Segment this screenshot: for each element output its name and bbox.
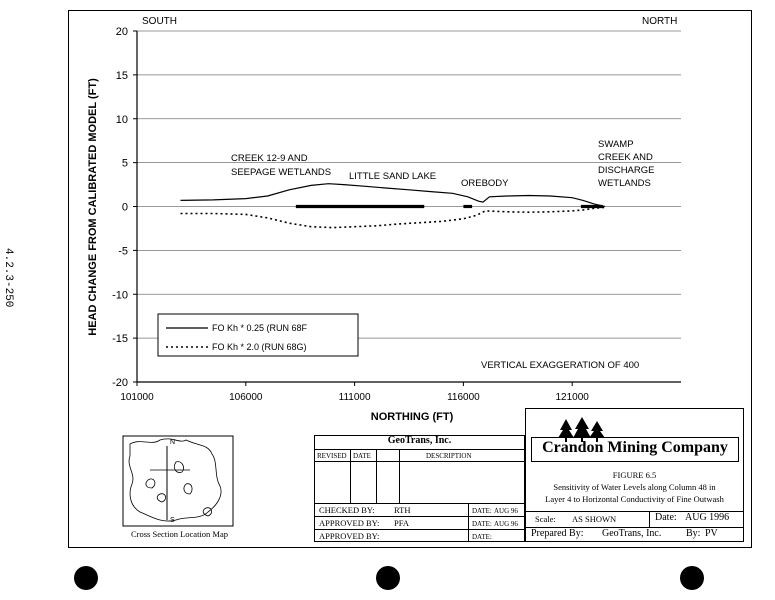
map-frame: [123, 436, 233, 526]
divider: [314, 449, 525, 450]
checked-by-value: RTH: [394, 505, 411, 515]
punch-hole-right: [680, 566, 704, 590]
y-tick-label: 20: [115, 26, 128, 38]
by-label: By:: [686, 528, 701, 539]
map-caption: Cross Section Location Map: [130, 529, 229, 539]
exaggeration-note: VERTICAL EXAGGERATION OF 400: [481, 360, 640, 371]
swamp-annotation-line3: DISCHARGE: [598, 165, 655, 176]
swamp-annotation-line1: SWAMP: [598, 139, 634, 150]
figure-number: FIGURE 6.5: [612, 470, 657, 480]
approved-by-value: PFA: [394, 518, 409, 528]
approved-by-label: APPROVED BY:: [319, 518, 380, 528]
series-line-1: [181, 184, 605, 207]
swamp-annotation-line2: CREEK AND: [598, 152, 653, 163]
figure-caption-line1: Sensitivity of Water Levels along Column 48 in: [553, 482, 716, 492]
divider: [314, 516, 525, 517]
prepared-by-label: Prepared By:: [531, 528, 584, 539]
revised-header: REVISED: [317, 452, 347, 460]
figure-caption-line2: Layer 4 to Horizontal Conductivity of Fine Outwash: [545, 494, 724, 504]
legend-series-1: FO Kh * 0.25 (RUN 68F: [212, 323, 308, 333]
x-tick-label: 111000: [338, 392, 371, 403]
date-value-2: AUG 96: [494, 520, 518, 528]
swamp-annotation-line4: WETLANDS: [598, 178, 651, 189]
scale-label: Scale:: [535, 514, 556, 524]
approved-by-label-2: APPROVED BY:: [319, 531, 380, 541]
description-header: DESCRIPTION: [426, 452, 472, 460]
date-header: DATE: [353, 452, 371, 460]
y-tick-label: -5: [118, 245, 128, 258]
scale-value: AS SHOWN: [572, 514, 617, 524]
x-tick-label: 101000: [120, 392, 154, 403]
north-label: NORTH: [642, 16, 678, 27]
punch-hole-left: [74, 566, 98, 590]
legend-series-2: FO Kh * 2.0 (RUN 68G): [212, 342, 307, 352]
map-south-label: S: [170, 517, 175, 524]
divider: [314, 503, 525, 504]
divider: [468, 503, 469, 542]
prepared-by-value: GeoTrans, Inc.: [602, 528, 662, 539]
y-axis-title: HEAD CHANGE FROM CALIBRATED MODEL (FT): [87, 78, 99, 336]
y-tick-label: -10: [112, 289, 128, 302]
orebody-annotation: OREBODY: [461, 178, 509, 189]
by-value: PV: [705, 528, 718, 539]
south-label: SOUTH: [142, 16, 177, 27]
y-tick-label: 10: [115, 113, 128, 126]
date-big-value: AUG 1996: [685, 512, 730, 523]
y-tick-label: 15: [115, 69, 128, 82]
date-label-1: DATE:: [472, 507, 492, 515]
y-tick-label: 5: [121, 157, 128, 170]
x-tick-label: 106000: [229, 392, 263, 403]
company-name: Crandon Mining Company: [542, 439, 728, 456]
creek-annotation-line2: SEEPAGE WETLANDS: [231, 167, 332, 178]
y-tick-label: 0: [121, 201, 128, 214]
divider: [399, 449, 400, 503]
firm-name: GeoTrans, Inc.: [387, 435, 452, 446]
legend: [158, 314, 358, 356]
series-line-2: [181, 207, 605, 227]
checked-by-label: CHECKED BY:: [319, 505, 375, 515]
divider: [376, 449, 377, 503]
location-map: [123, 436, 233, 526]
divider: [350, 449, 351, 503]
date-value-1: AUG 96: [494, 507, 518, 515]
lake-annotation: LITTLE SAND LAKE: [349, 171, 437, 182]
date-label-3: DATE:: [472, 533, 492, 541]
x-axis-title: NORTHING (FT): [370, 411, 454, 423]
date-label-2: DATE:: [472, 520, 492, 528]
x-tick-label: 121000: [555, 392, 589, 403]
x-tick-label: 116000: [447, 392, 480, 403]
y-tick-label: -15: [112, 333, 128, 346]
document-code: 4.2.3-250: [2, 248, 14, 308]
punch-hole-center: [376, 566, 400, 590]
divider: [314, 529, 525, 530]
divider: [649, 511, 650, 527]
map-north-label: N: [170, 439, 176, 446]
date-big-label: Date:: [655, 512, 677, 523]
y-tick-label: -20: [112, 377, 128, 389]
creek-annotation-line1: CREEK 12-9 AND: [231, 153, 308, 164]
divider: [314, 461, 525, 462]
